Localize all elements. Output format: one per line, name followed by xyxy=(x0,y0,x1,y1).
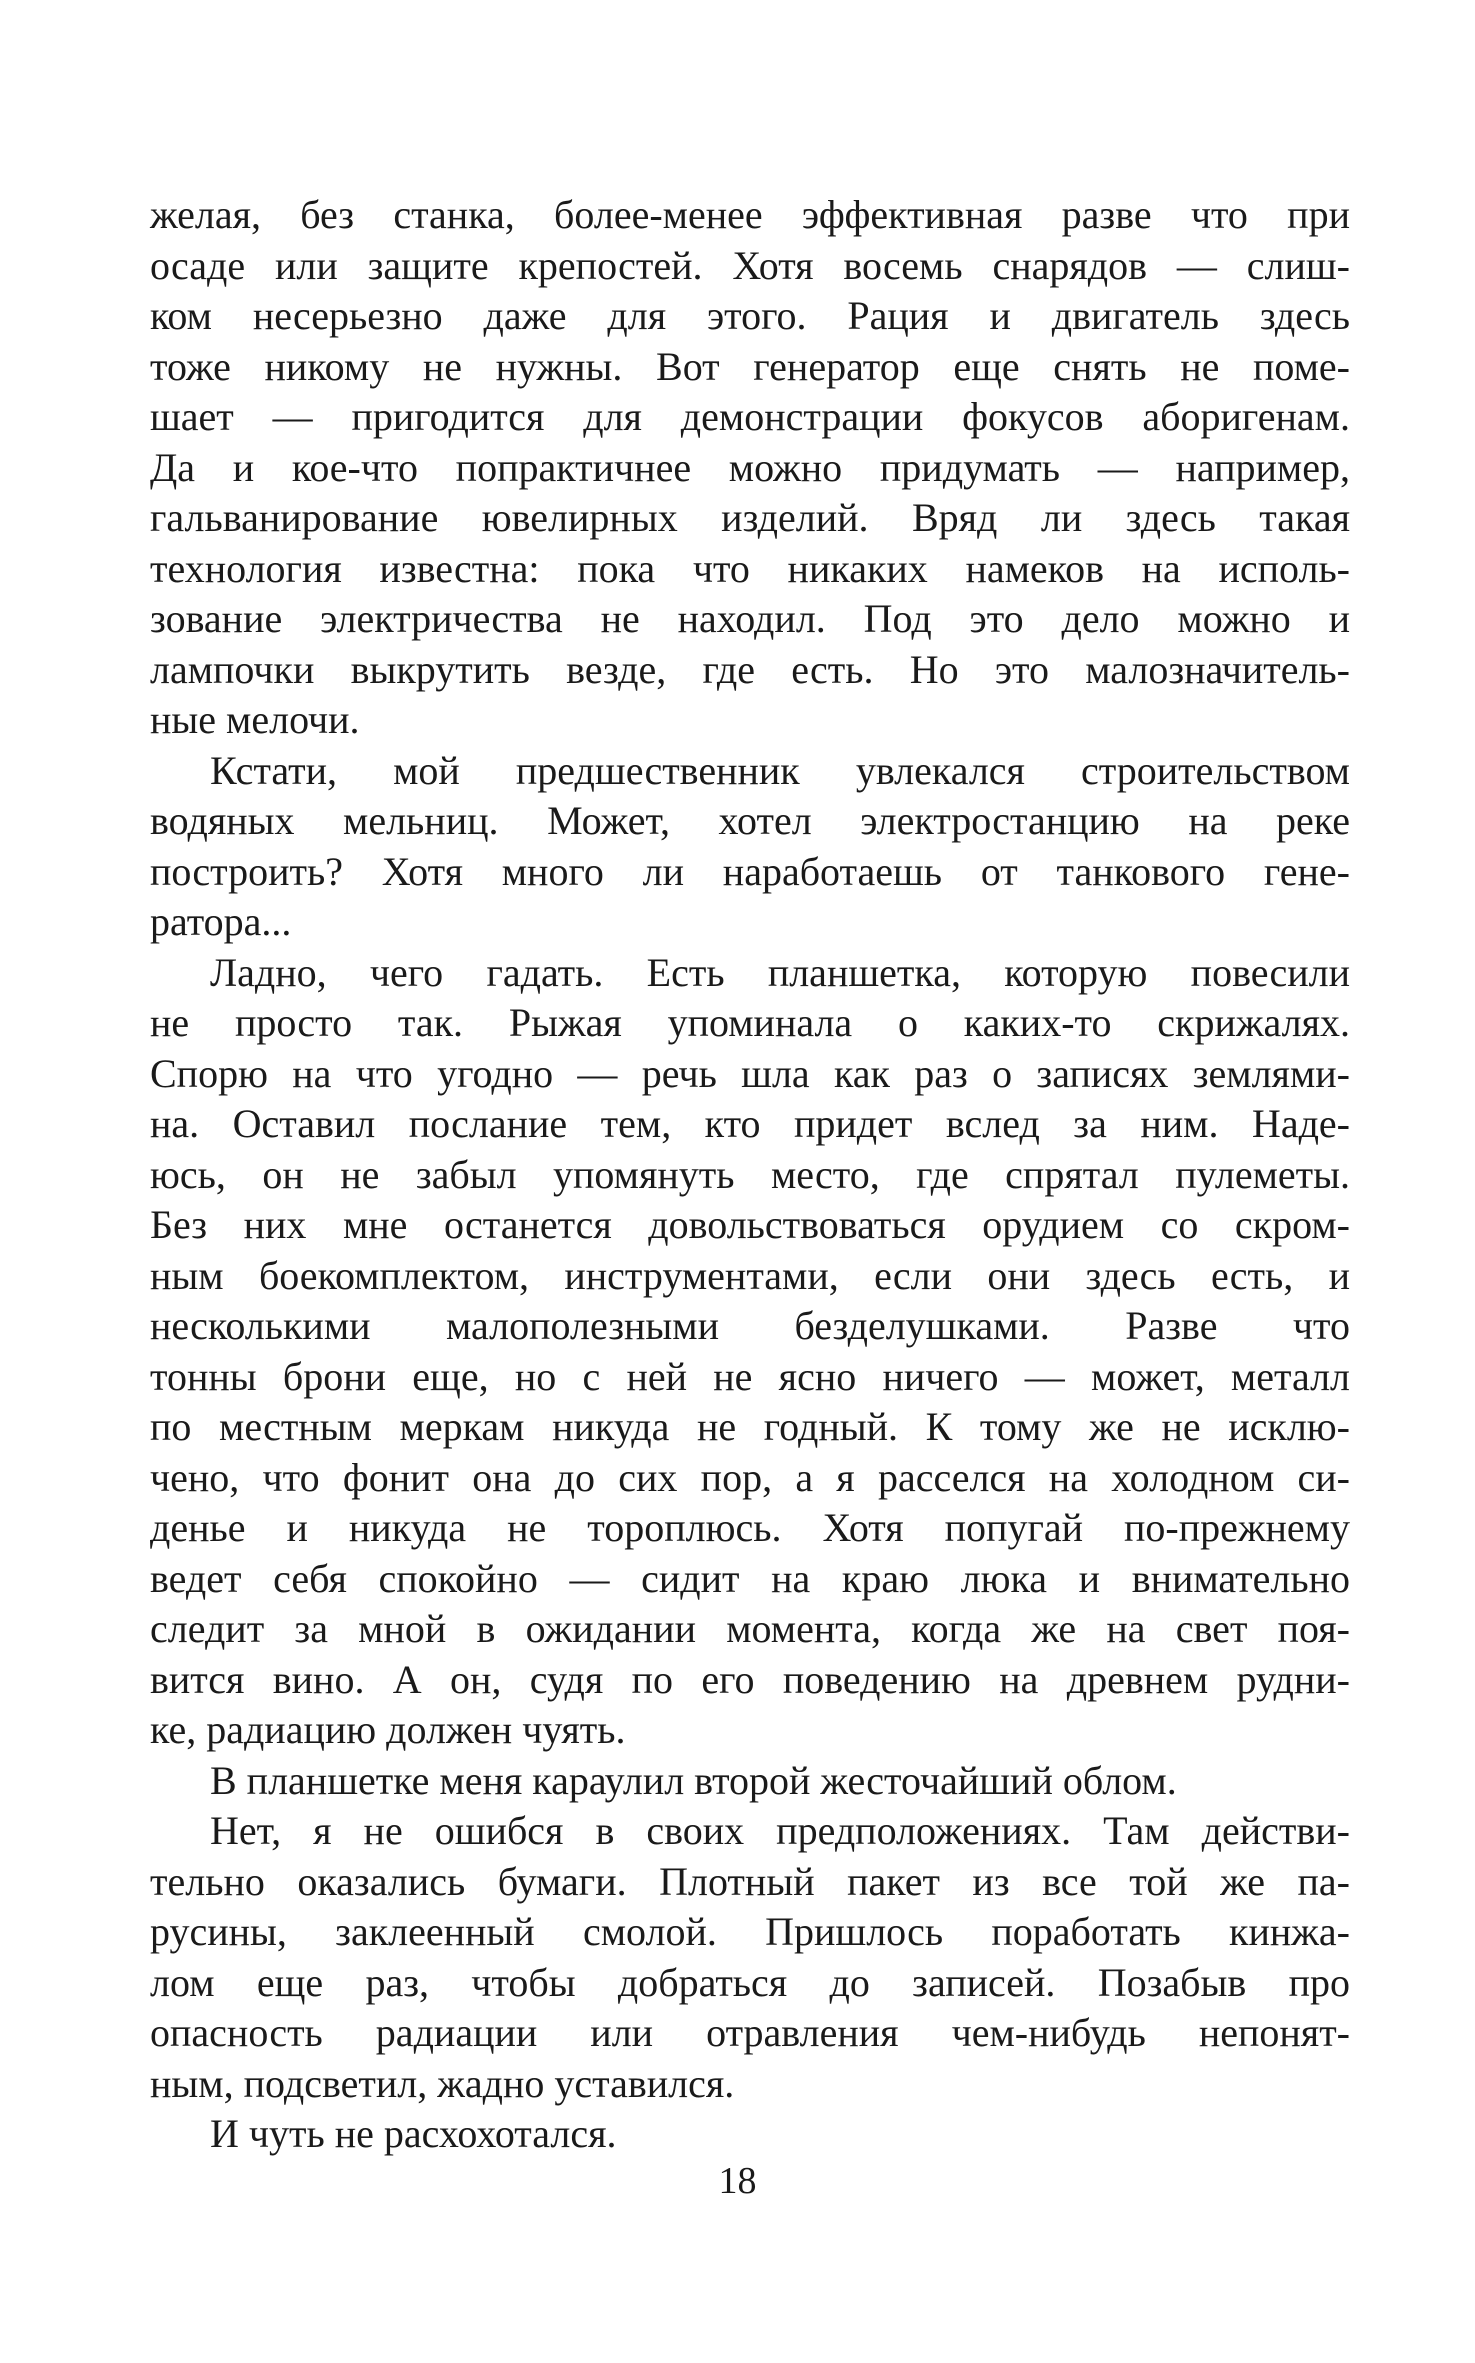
text-line: ведет себя спокойно — сидит на краю люка и внимательно xyxy=(150,1555,1350,1601)
text-line: русины, заклеенный смолой. Пришлось поработать кинжа- xyxy=(150,1909,1350,1954)
text-line: Кстати, мой предшественник увлекался строительством xyxy=(210,747,1350,793)
text-line: построить? Хотя много ли наработаешь от танкового гене- xyxy=(150,848,1350,894)
text-line: ратора... xyxy=(150,899,292,944)
text-line: денье и никуда не тороплюсь. Хотя попугай по-прежнему xyxy=(150,1505,1350,1550)
text-line: ным, подсветил, жадно уставился. xyxy=(150,2060,735,2106)
text-line: ные мелочи. xyxy=(150,697,360,742)
text-line: технология известна: пока что никаких намеков на исполь- xyxy=(150,545,1350,591)
text-line: Ладно, чего гадать. Есть планшетка, которую повесили xyxy=(210,949,1350,995)
text-line: по местным меркам никуда не годный. К тому же не исклю- xyxy=(150,1404,1350,1449)
text-line: И чуть не расхохотался. xyxy=(210,2111,617,2156)
text-line: ке, радиацию должен чуять. xyxy=(150,1707,626,1752)
text-line: чено, что фонит она до сих пор, а я расселся на холодном си- xyxy=(150,1454,1350,1500)
text-line: В планшетке меня караулил второй жесточайший облом. xyxy=(210,1757,1177,1803)
text-line: желая, без станка, более-менее эффективная разве что при xyxy=(150,192,1350,237)
text-line: ком несерьезно даже для этого. Рация и двигатель здесь xyxy=(150,293,1350,338)
text-line: юсь, он не забыл упомянуть место, где спрятал пулеметы. xyxy=(150,1151,1350,1197)
text-line: лом еще раз, чтобы добраться до записей. Позабыв про xyxy=(150,1959,1350,2005)
page-number: 18 xyxy=(718,2160,757,2202)
text-line: шает — пригодится для демонстрации фокусов аборигенам. xyxy=(150,394,1350,439)
paragraph xyxy=(150,948,1350,1756)
text-line: тельно оказались бумаги. Плотный пакет из все той же па- xyxy=(150,1858,1350,1904)
text-line: на. Оставил послание тем, кто придет вслед за ним. Наде- xyxy=(150,1101,1350,1146)
text-line: не просто так. Рыжая упоминала о каких-то скрижалях. xyxy=(150,1000,1350,1045)
page-body xyxy=(150,190,1350,2160)
text-line: опасность радиации или отравления чем-нибудь непонят- xyxy=(150,2010,1350,2055)
paragraph xyxy=(150,1756,1350,1807)
text-line: водяных мельниц. Может, хотел электростанцию на реке xyxy=(150,798,1350,843)
text-line: ным боекомплектом, инструментами, если они здесь есть, и xyxy=(150,1252,1350,1298)
text-line: следит за мной в ожидании момента, когда же на свет поя- xyxy=(150,1606,1350,1651)
text-line: лампочки выкрутить везде, где есть. Но это малозначитель- xyxy=(150,646,1350,692)
text-line: Спорю на что угодно — речь шла как раз о записях землями- xyxy=(150,1050,1350,1096)
text-line: тоже никому не нужны. Вот генератор еще снять не поме- xyxy=(150,343,1350,389)
paragraph xyxy=(150,1806,1350,2109)
text-line: зование электричества не находил. Под это дело можно и xyxy=(150,596,1350,641)
text-line: Без них мне останется довольствоваться орудием со скром- xyxy=(150,1202,1350,1247)
text-line: гальванирование ювелирных изделий. Вряд ли здесь такая xyxy=(150,495,1350,540)
text-line: Да и кое-что попрактичнее можно придумать — например, xyxy=(150,444,1350,490)
text-line: Нет, я не ошибся в своих предположениях. Там действи- xyxy=(210,1808,1350,1853)
paragraph xyxy=(150,2109,1350,2160)
text-line: тонны брони еще, но с ней не ясно ничего — может, металл xyxy=(150,1353,1350,1399)
text-line: вится вино. А он, судя по его поведению на древнем рудни- xyxy=(150,1656,1350,1702)
paragraph xyxy=(150,190,1350,746)
text-line: осаде или защите крепостей. Хотя восемь снарядов — слиш- xyxy=(150,242,1350,288)
paragraph xyxy=(150,746,1350,948)
text-line: несколькими малополезными безделушками. Разве что xyxy=(150,1303,1350,1348)
